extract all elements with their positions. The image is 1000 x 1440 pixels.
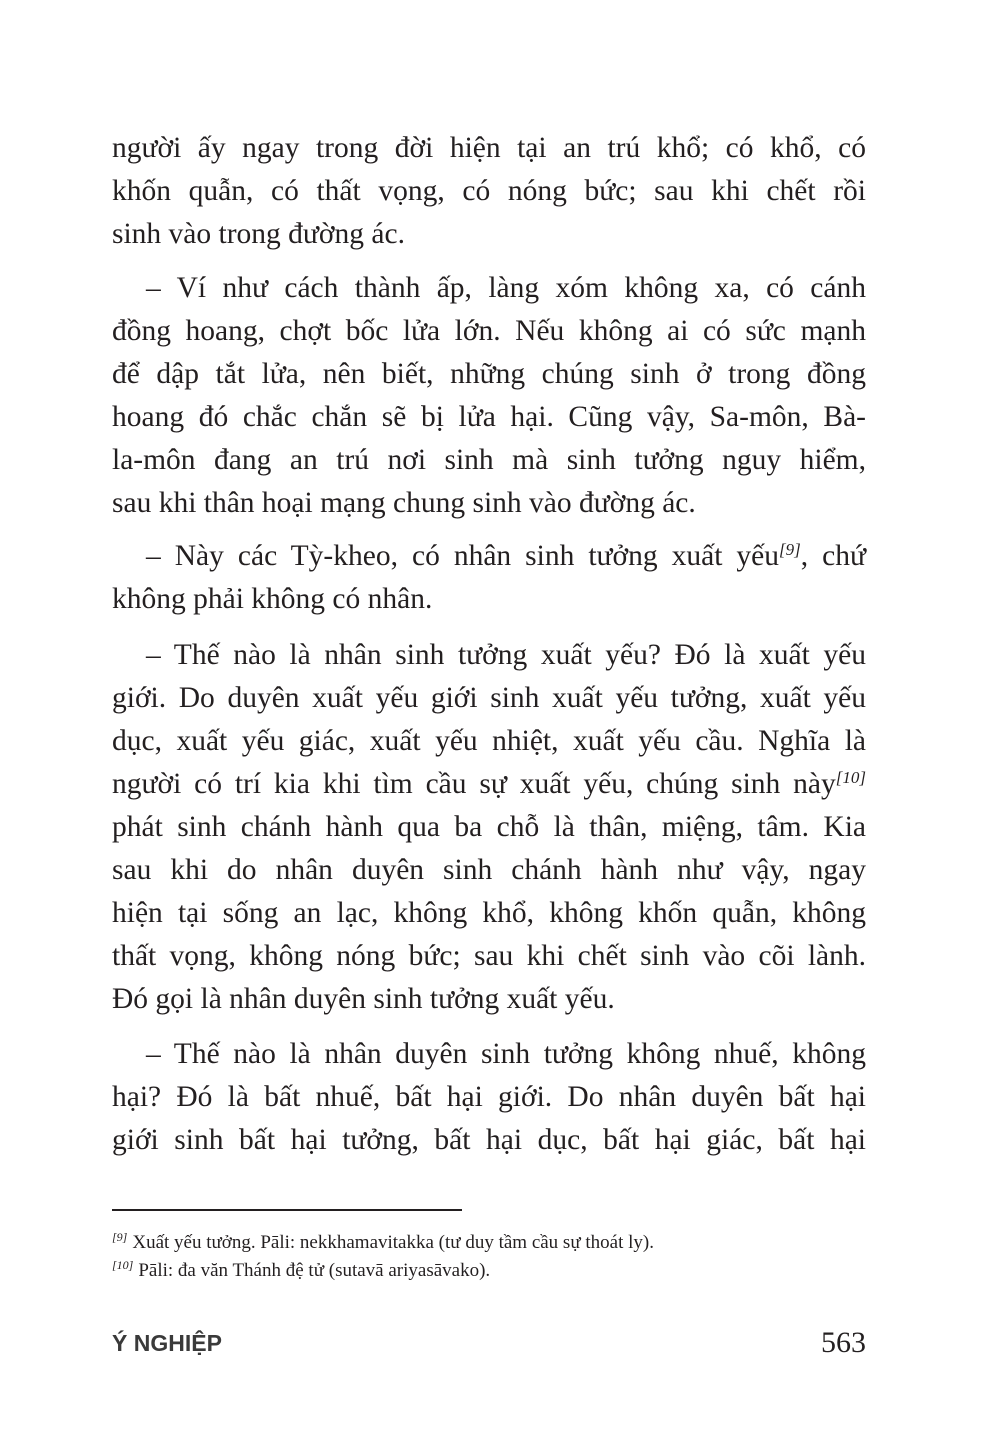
footnote-9 (112, 1232, 654, 1254)
text: người có trí kia khi tìm cầu sự xuất yếu, chúng sinh này (112, 768, 836, 800)
text-line: la-môn đang an trú nơi sinh mà sinh tưởng nguy hiểm, (112, 444, 866, 476)
text-line: sinh vào trong đường ác. (112, 218, 405, 250)
text-line (112, 763, 866, 806)
footnote-text: Pāli: đa văn Thánh đệ tử (sutavā ariyasāvako). (138, 1260, 491, 1281)
text-line: người ấy ngay trong đời hiện tại an trú khổ; có khổ, có (112, 132, 866, 164)
text-line: để dập tắt lửa, nên biết, những chúng sinh ở trong đồng (112, 358, 866, 390)
text-line: đồng hoang, chợt bốc lửa lớn. Nếu không ai có sức mạnh (112, 315, 866, 347)
text-line: Đó gọi là nhân duyên sinh tưởng xuất yếu. (112, 983, 615, 1015)
footnote-text: Xuất yếu tưởng. Pāli: nekkhamavitakka (tư duy tầm cầu sự thoát ly). (132, 1232, 654, 1253)
text-line: dục, xuất yếu giác, xuất yếu nhiệt, xuất yếu cầu. Nghĩa là (112, 725, 866, 757)
text-line: hiện tại sống an lạc, không khổ, không khốn quẫn, không (112, 897, 866, 929)
running-footer-title: Ý NGHIỆP (112, 1330, 222, 1356)
footnote-mark: [10] (112, 1258, 134, 1272)
footnote-10 (112, 1260, 490, 1282)
text-line: – Ví như cách thành ấp, làng xóm không xa, có cánh (146, 272, 866, 304)
paragraph-3 (112, 535, 866, 621)
footnote-divider (112, 1209, 462, 1211)
footnote-ref-10[interactable]: [10] (835, 768, 866, 787)
footnote-ref-9[interactable]: [9] (779, 540, 801, 559)
text-line: – Thế nào là nhân duyên sinh tưởng không nhuế, không (146, 1038, 866, 1070)
text-line: sau khi thân hoại mạng chung sinh vào đường ác. (112, 487, 696, 519)
text-line: hại? Đó là bất nhuế, bất hại giới. Do nhân duyên bất hại (112, 1081, 866, 1113)
text-line: giới. Do duyên xuất yếu giới sinh xuất yếu tưởng, xuất yếu (112, 682, 866, 714)
text-line: khốn quẫn, có thất vọng, có nóng bức; sau khi chết rồi (112, 175, 866, 207)
text-line: thất vọng, không nóng bức; sau khi chết sinh vào cõi lành. (112, 940, 866, 972)
paragraph-5 (112, 1033, 866, 1162)
text: – Này các Tỳ-kheo, có nhân sinh tưởng xuất yếu (146, 540, 780, 572)
text-line: – Thế nào là nhân sinh tưởng xuất yếu? Đó là xuất yếu (146, 639, 866, 671)
text-line: không phải không có nhân. (112, 583, 433, 615)
text-line (112, 535, 866, 578)
text-line: hoang đó chắc chắn sẽ bị lửa hại. Cũng vậy, Sa-môn, Bà- (112, 401, 866, 433)
text-line: giới sinh bất hại tưởng, bất hại dục, bất hại giác, bất hại (112, 1124, 866, 1156)
footnote-mark: [9] (112, 1230, 128, 1244)
paragraph-4 (112, 634, 866, 1021)
text-line: sau khi do nhân duyên sinh chánh hành như vậy, ngay (112, 854, 866, 886)
page-number: 563 (821, 1326, 866, 1359)
text: , chứ (800, 540, 866, 572)
paragraph-1 (112, 127, 866, 256)
paragraph-2 (112, 267, 866, 525)
text-line: phát sinh chánh hành qua ba chỗ là thân, miệng, tâm. Kia (112, 811, 866, 843)
